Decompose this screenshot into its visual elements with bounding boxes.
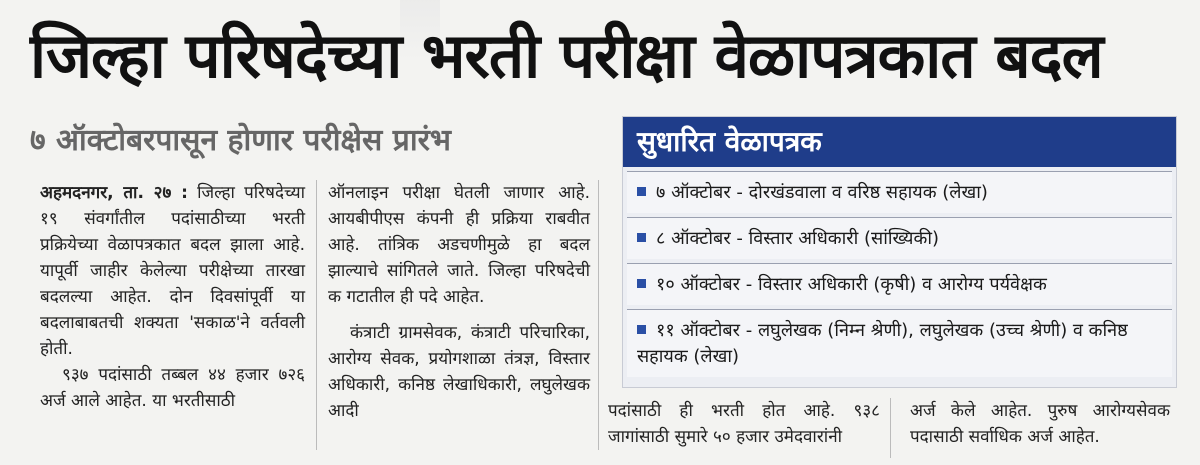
paragraph-1	[40, 180, 305, 362]
schedule-item: ७ ऑक्टोबर - दोरखंडवाला व वरिष्ठ सहायक (लेखा)	[627, 171, 1172, 213]
article-column-2	[328, 180, 590, 424]
paragraph-2: ९३७ पदांसाठी तब्बल ४४ हजार ७२६ अर्ज आले आहेत. या भरतीसाठी	[40, 365, 305, 411]
article-column-1	[40, 180, 305, 414]
dateline: अहमदनगर, ता. २७ :	[40, 183, 188, 203]
headline: जिल्हा परिषदेच्या भरती परीक्षा वेळापत्रकात बदल	[30, 19, 1103, 92]
schedule-title: सुधारित वेळापत्रक	[623, 117, 1176, 167]
schedule-item: ८ ऑक्टोबर - विस्तार अधिकारी (सांख्यिकी)	[627, 217, 1172, 259]
square-bullet-icon	[637, 187, 646, 196]
paragraph-3: ऑनलाइन परीक्षा घेतली जाणार आहे. आयबीपीएस कंपनी ही प्रक्रिया राबवीत आहे. तांत्रिक अडचणीमुळे हा बदल झाल्याचे सांगितले जाते. जिल्हा परिषदेची क गटातील ही पदे आहेत.	[328, 183, 590, 307]
article-column-3	[608, 398, 880, 450]
schedule-item: १० ऑक्टोबर - विस्तार अधिकारी (कृषी) व आरोग्य पर्यवेक्षक	[627, 263, 1172, 305]
square-bullet-icon	[637, 279, 646, 288]
paragraph-4: कंत्राटी ग्रामसेवक, कंत्राटी परिचारिका, आरोग्य सेवक, प्रयोगशाळा तंत्रज्ञ, विस्तार अधिकारी, कनिष्ठ लेखाधिकारी, लघुलेखक आदी	[328, 323, 590, 421]
schedule-item: ११ ऑक्टोबर - लघुलेखक (निम्न श्रेणी), लघुलेखक (उच्च श्रेणी) व कनिष्ठ सहायक (लेखा)	[627, 309, 1172, 377]
article-column-4	[910, 398, 1170, 450]
square-bullet-icon	[637, 325, 646, 334]
paragraph-1-text: जिल्हा परिषदेच्या १९ संवर्गांतील पदांसाठीच्या भरती प्रक्रियेच्या वेळापत्रकात बदल झाला आहे. यापूर्वी जाहीर केलेल्या परीक्षेच्या तारखा बदलल्या आहेत. दोन दिवसांपूर्वी या बदलाबाबतची शक्यता 'सकाळ'ने वर्तवली होती.	[40, 183, 305, 359]
subheadline: ७ ऑक्टोबरपासून होणार परीक्षेस प्रारंभ	[30, 123, 451, 158]
square-bullet-icon	[637, 233, 646, 242]
schedule-box	[622, 116, 1177, 388]
column-divider	[890, 398, 891, 458]
paragraph-6: अर्ज केले आहेत. पुरुष आरोग्यसेवक पदासाठी सर्वाधिक अर्ज आहेत.	[910, 401, 1170, 447]
column-divider	[316, 180, 317, 450]
column-divider	[598, 180, 599, 450]
paragraph-5: पदांसाठी ही भरती होत आहे. ९३८ जागांसाठी सुमारे ५० हजार उमेदवारांनी	[608, 401, 880, 447]
